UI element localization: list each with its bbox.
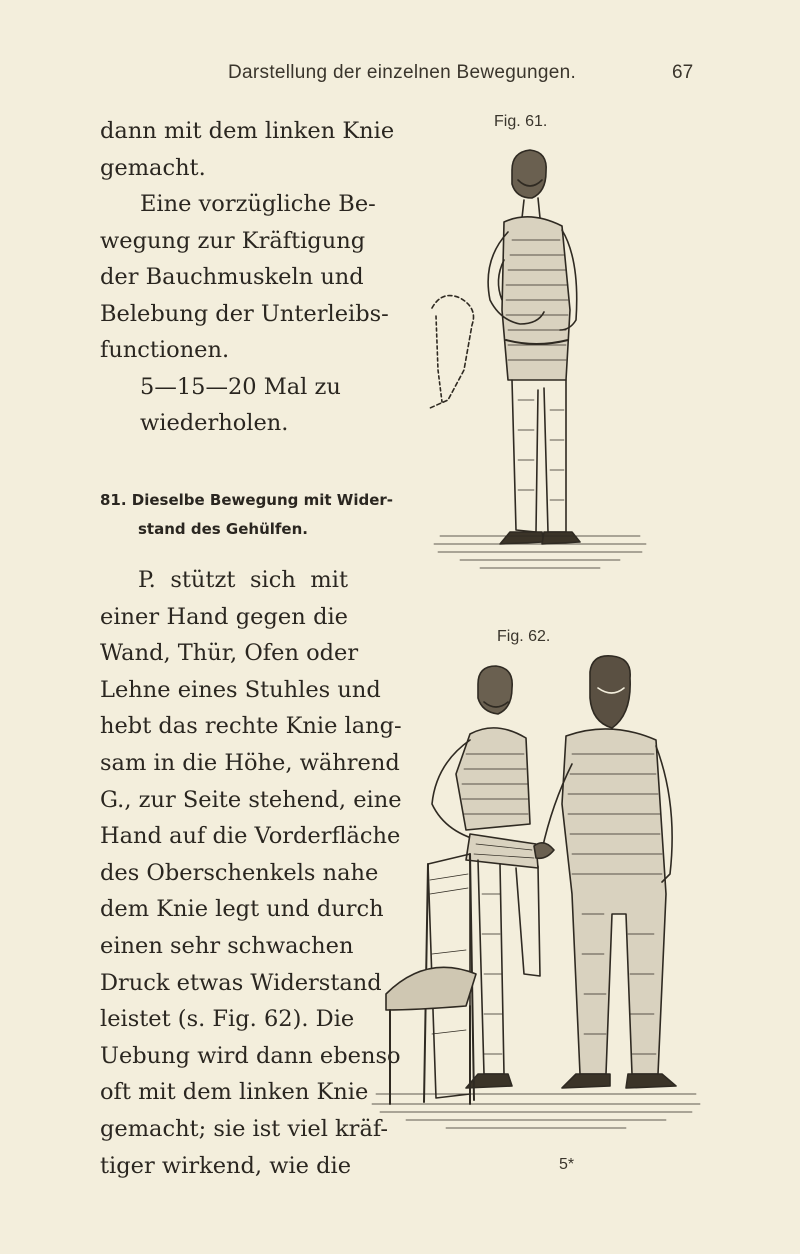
text-line: einer Hand gegen die [100, 603, 348, 630]
text-line: tiger wirkend, wie die [100, 1152, 352, 1179]
text-line: hebt das rechte Knie lang- [100, 713, 402, 740]
section-heading-line-1: 81. Dieselbe Bewegung mit Wider- [100, 491, 394, 509]
section-heading-line-2: stand des Gehülfen. [138, 520, 308, 538]
text-line: der Bauchmuskeln und [100, 264, 364, 290]
text-line: G., zur Seite stehend, eine [100, 786, 402, 813]
text-line: Belebung der Unterleibs- [100, 300, 389, 327]
text-line: wiederholen. [140, 410, 289, 436]
text-line: leistet (s. Fig. 62). Die [100, 1006, 355, 1033]
page-number: 67 [672, 62, 694, 83]
text-line: Uebung wird dann ebenso [100, 1042, 401, 1069]
text-line: des Oberschenkels nahe [100, 859, 379, 886]
text-line: 5—15—20 Mal zu [140, 373, 341, 400]
text-line: Wand, Thür, Ofen oder [100, 640, 359, 667]
fig-61-illustration [420, 140, 650, 580]
text-line: Hand auf die Vorderfläche [100, 823, 401, 850]
body-text-block-1 [100, 113, 395, 442]
text-line: Eine vorzügliche Be- [140, 191, 376, 217]
body-text-block-2 [100, 562, 402, 1184]
text-line: gemacht. [100, 154, 206, 181]
text-line: functionen. [100, 337, 230, 363]
fig-62-caption: Fig. 62. [497, 628, 551, 645]
text-line: einen sehr schwachen [100, 932, 354, 959]
signature-mark: 5* [559, 1156, 575, 1173]
fig-61-caption: Fig. 61. [494, 113, 548, 130]
text-line: oft mit dem linken Knie [100, 1079, 369, 1106]
text-line: Druck etwas Widerstand [100, 969, 382, 996]
text-line: dann mit dem linken Knie [100, 118, 395, 144]
text-line: Lehne eines Stuhles und [100, 676, 381, 703]
section-heading [100, 486, 394, 544]
running-title: Darstellung der einzelnen Bewegungen. [228, 62, 577, 83]
text-line: dem Knie legt und durch [100, 896, 384, 923]
running-header [0, 62, 800, 92]
text-line: P. stützt sich mit [138, 567, 348, 593]
fig-62-illustration [366, 654, 706, 1134]
text-line: wegung zur Kräftigung [100, 227, 366, 254]
text-line: gemacht; sie ist viel kräf- [100, 1115, 388, 1142]
text-line: sam in die Höhe, während [100, 749, 400, 776]
